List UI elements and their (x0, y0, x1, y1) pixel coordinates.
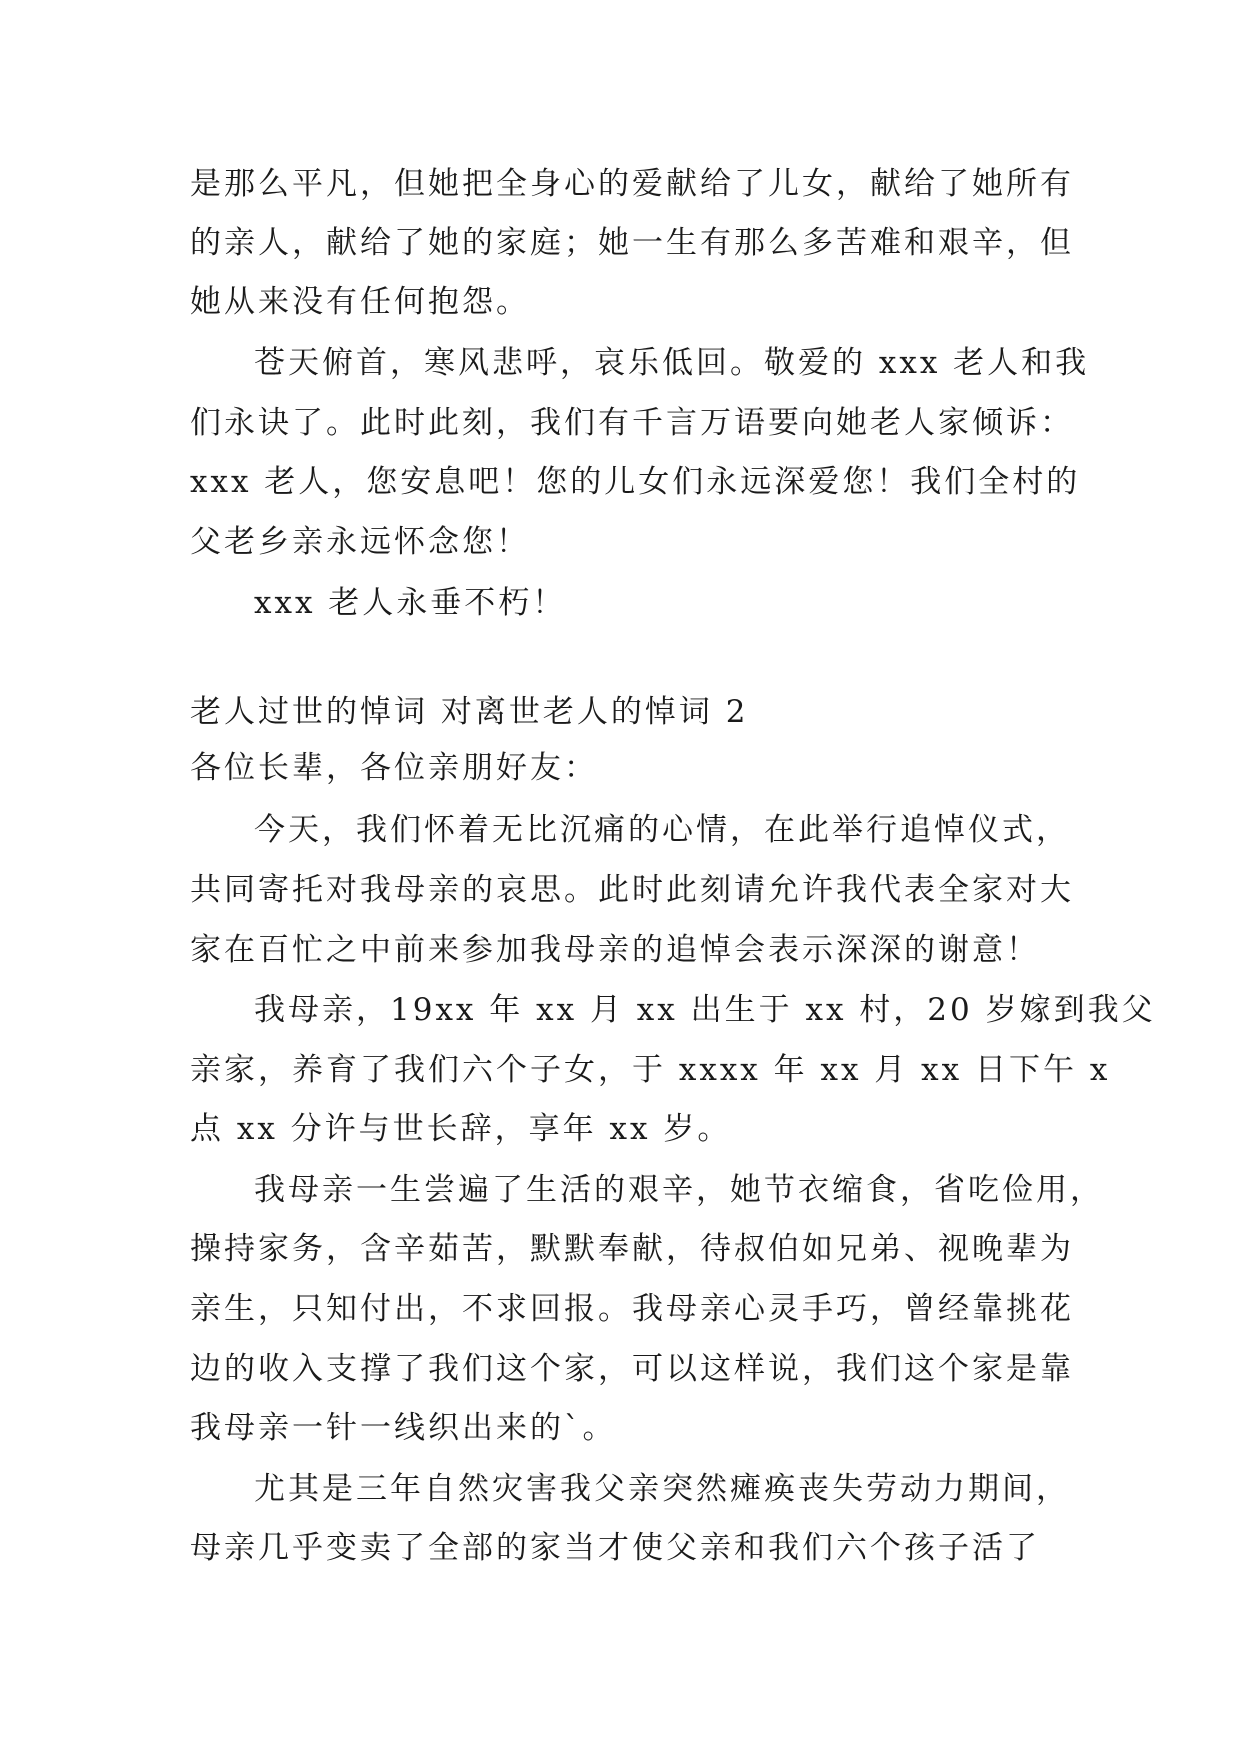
section-title: 老人过世的悼词 对离世老人的悼词 2 (190, 694, 749, 730)
paragraph-6-line-1: 我母亲一生尝遍了生活的艰辛，她节衣缩食，省吃俭用， (254, 1172, 1104, 1208)
salutation: 各位长辈，各位亲朋好友： (190, 750, 598, 786)
paragraph-1-line-1: 是那么平凡，但她把全身心的爱献给了儿女，献给了她所有 (190, 166, 1074, 202)
paragraph-2-line-2: 们永诀了。此时此刻，我们有千言万语要向她老人家倾诉： (190, 405, 1074, 441)
paragraph-2-line-4: 父老乡亲永远怀念您！ (190, 524, 530, 560)
paragraph-5-line-2: 亲家，养育了我们六个子女，于 xxxx 年 xx 月 xx 日下午 x (190, 1052, 1111, 1088)
paragraph-5-line-3: 点 xx 分许与世长辞，享年 xx 岁。 (190, 1111, 732, 1147)
paragraph-4-line-1: 今天，我们怀着无比沉痛的心情，在此举行追悼仪式， (254, 812, 1070, 848)
paragraph-4-line-3: 家在百忙之中前来参加我母亲的追悼会表示深深的谢意！ (190, 932, 1040, 968)
paragraph-6-line-5: 我母亲一针一线织出来的`。 (190, 1410, 617, 1446)
paragraph-1-line-3: 她从来没有任何抱怨。 (190, 284, 530, 320)
paragraph-4-line-2: 共同寄托对我母亲的哀思。此时此刻请允许我代表全家对大 (190, 872, 1074, 908)
paragraph-2-line-3: xxx 老人，您安息吧！您的儿女们永远深爱您！我们全村的 (190, 464, 1081, 500)
paragraph-2-line-1: 苍天俯首，寒风悲呼，哀乐低回。敬爱的 xxx 老人和我 (254, 345, 1090, 381)
paragraph-6-line-2: 操持家务，含辛茹苦，默默奉献，待叔伯如兄弟、视晚辈为 (190, 1231, 1074, 1267)
paragraph-6-line-4: 边的收入支撑了我们这个家，可以这样说，我们这个家是靠 (190, 1351, 1074, 1387)
paragraph-1-line-2: 的亲人，献给了她的家庭；她一生有那么多苦难和艰辛，但 (190, 225, 1074, 261)
paragraph-5-line-1: 我母亲，19xx 年 xx 月 xx 出生于 xx 村，20 岁嫁到我父 (254, 992, 1156, 1028)
paragraph-6-line-3: 亲生，只知付出，不求回报。我母亲心灵手巧，曾经靠挑花 (190, 1291, 1074, 1327)
paragraph-7-line-2: 母亲几乎变卖了全部的家当才使父亲和我们六个孩子活了 (190, 1530, 1040, 1566)
paragraph-7-line-1: 尤其是三年自然灾害我父亲突然瘫痪丧失劳动力期间， (254, 1471, 1070, 1507)
paragraph-3-line-1: xxx 老人永垂不朽！ (254, 585, 567, 621)
